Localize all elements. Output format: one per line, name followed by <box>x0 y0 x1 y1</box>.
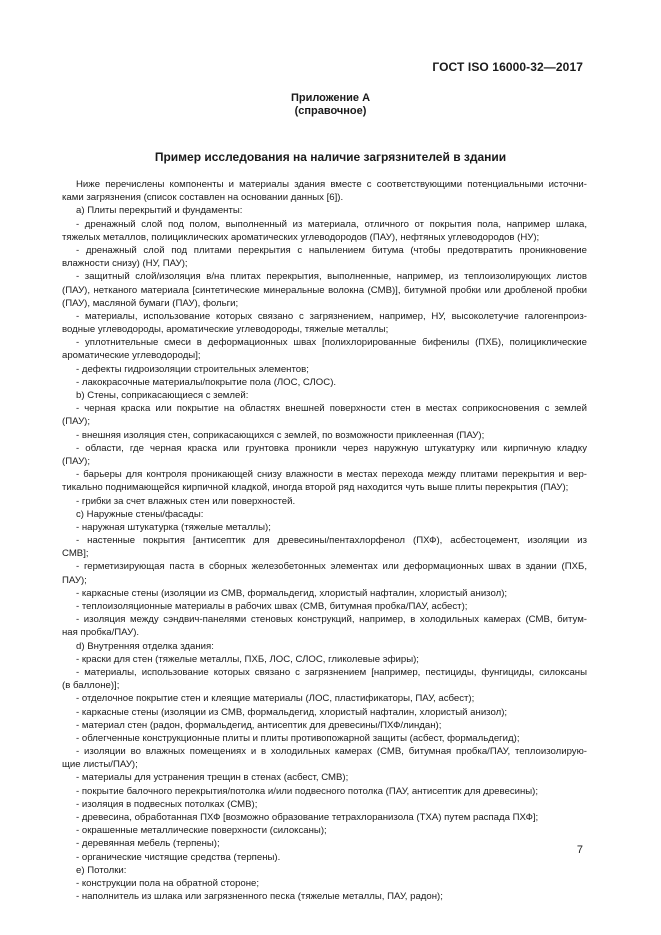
list-item: - изоляции во влажных помещениях и в холодильных камерах (СМВ, битумная пробка/ПАУ, теплоизолирую- <box>76 746 587 758</box>
list-item: - краски для стен (тяжелые металлы, ПХБ, ЛОС, СЛОС, гликолевые эфиры); <box>76 653 419 665</box>
page-number: 7 <box>576 844 583 856</box>
list-item: - материалы, использование которых связано с загрязнением [например, пестициды, фунгициды, силоксаны <box>76 666 587 678</box>
list-item: - уплотнительные смеси в деформационных швах [полихлорированные бифенилы (ПХБ), полициклические <box>76 337 587 349</box>
list-item: - материалы, использование которых связано с загрязнением, например, НУ, высоколетучие галогенпроиз- <box>76 310 587 322</box>
text-line: ПАУ); <box>62 574 87 586</box>
document-body <box>62 178 587 903</box>
text-line: СМВ]; <box>62 548 89 560</box>
list-item: - лакокрасочные материалы/покрытие пола (ЛОС, СЛОС). <box>76 376 337 388</box>
text-line: (в баллоне)]; <box>62 680 120 692</box>
list-item: - отделочное покрытие стен и клеящие материалы (ЛОС, пластификаторы, ПАУ, асбест); <box>76 693 475 705</box>
list-item: - изоляция между сэндвич-панелями стеновых конструкций, например, в холодильных камерах (СМВ, битум- <box>76 614 587 626</box>
list-item: - конструкции пола на обратной стороне; <box>76 877 260 889</box>
list-heading: d) Внутренняя отделка здания: <box>76 640 214 652</box>
annex-note: (справочное) <box>294 105 367 117</box>
text-line: тикально поднимающейся кирпичной кладкой, иногда второй ряд находится чуть выше плиты перекрытия (ПАУ); <box>62 482 569 494</box>
list-heading: a) Плиты перекрытий и фундаменты: <box>76 205 243 217</box>
list-item: - органические чистящие средства (терпены). <box>76 851 281 863</box>
list-item: - герметизирующая паста в сборных железобетонных элементах или деформационных швах в здании (ПХБ, <box>76 561 587 573</box>
list-item: - древесина, обработанная ПХФ [возможно образование тетрахлоранизола (ТХА) путем распада ПХФ]; <box>76 812 539 823</box>
list-item: - материалы для устранения трещин в стенах (асбест, СМВ); <box>76 772 349 784</box>
list-item: - внешняя изоляция стен, соприкасающихся с землей, по возможности приклеенная (ПАУ); <box>76 429 485 441</box>
text-line: ная пробка/ПАУ). <box>62 627 140 639</box>
section-title: Пример исследования на наличие загрязнителей в здании <box>154 150 507 164</box>
list-item: - защитный слой/изоляция в/на плитах перекрытия, выполненные, например, из теплоизолирующих листов <box>76 271 587 283</box>
text-line: (ПАУ), нетканого материала [синтетические минеральные волокна (СМВ)], битумной пробки или дробленой пробки <box>62 284 587 296</box>
list-item: - материал стен (радон, формальдегид, антисептик для древесины/ПХФ/линдан); <box>76 719 442 731</box>
text-line: водные углеводороды, ароматические углеводороды, тяжелые металлы; <box>62 324 389 336</box>
list-item: - дренажный слой под полом, выполненный из материала, отличного от покрытия пола, например шлака, <box>76 218 587 230</box>
text-line: ароматические углеводороды]; <box>62 350 201 362</box>
text-line: щие листы/ПАУ); <box>62 759 138 771</box>
text-line: (ПАУ); <box>62 455 91 467</box>
list-item: - наполнитель из шлака или загрязненного песка (тяжелые металлы, ПАУ, радон); <box>76 891 443 903</box>
list-item: - дефекты гидроизоляции строительных элементов; <box>76 363 309 375</box>
list-item: - области, где черная краска или грунтовка проникли через наружную штукатурку или кирпичную кладку <box>76 442 587 454</box>
text-line: Ниже перечислены компоненты и материалы здания вместе с соответствующими потенциальными источни- <box>76 179 587 190</box>
list-heading: c) Наружные стены/фасады: <box>76 508 204 520</box>
document-code-header: ГОСТ ISO 16000-32—2017 <box>432 60 583 74</box>
list-heading: b) Стены, соприкасающиеся с землей: <box>76 390 249 401</box>
list-item: - изоляция в подвесных потолках (СМВ); <box>76 798 258 810</box>
text-line: (ПАУ); <box>62 416 91 428</box>
list-item: - деревянная мебель (терпены); <box>76 838 220 850</box>
list-item: - грибки за счет влажных стен или поверхностей. <box>76 495 296 507</box>
text-line: тяжелых металлов, полициклических ароматических углеводородов (ПАУ), нефтяных углеводородов (НУ); <box>62 231 540 243</box>
list-item: - дренажный слой под плитами перекрытия с напылением битума (чтобы предотвратить проникновение <box>76 244 587 256</box>
list-item: - наружная штукатурка (тяжелые металлы); <box>76 521 271 533</box>
text-line: (ПАУ), масляной бумаги (ПАУ), фольги; <box>62 297 239 309</box>
list-heading: e) Потолки: <box>76 864 127 876</box>
text-line: влажности снизу) (НУ, ПАУ); <box>62 258 188 270</box>
list-item: - окрашенные металлические поверхности (силоксаны); <box>76 825 327 837</box>
list-item: - каркасные стены (изоляции из СМВ, формальдегид, хлористый нафталин, хлористый анизол); <box>76 587 508 599</box>
text-line: ками загрязнения (список составлен на основании данных [6]). <box>62 192 344 204</box>
list-item: - барьеры для контроля проникающей снизу влажности в местах перехода между плитами перекрытия и вер- <box>76 469 587 481</box>
list-item: - покрытие балочного перекрытия/потолка и/или подвесного потолка (ПАУ, антисептик для древесины); <box>76 785 539 797</box>
list-item: - облегченные конструкционные плиты и плиты противопожарной защиты (асбест, формальдегид); <box>76 732 520 744</box>
list-item: - черная краска или покрытие на областях внешней поверхности стен в местах соприкосновения с землей <box>76 403 587 415</box>
list-item: - теплоизоляционные материалы в рабочих швах (СМВ, битумная пробка/ПАУ, асбест); <box>76 601 468 612</box>
list-item: - каркасные стены (изоляции из СМВ, формальдегид, хлористый нафталин, хлористый анизол); <box>76 706 508 718</box>
list-item: - настенные покрытия [антисептик для древесины/пентахлорфенол (ПХФ), асбестоцемент, изоляции из <box>76 535 587 547</box>
annex-title: Приложение А <box>290 92 371 104</box>
